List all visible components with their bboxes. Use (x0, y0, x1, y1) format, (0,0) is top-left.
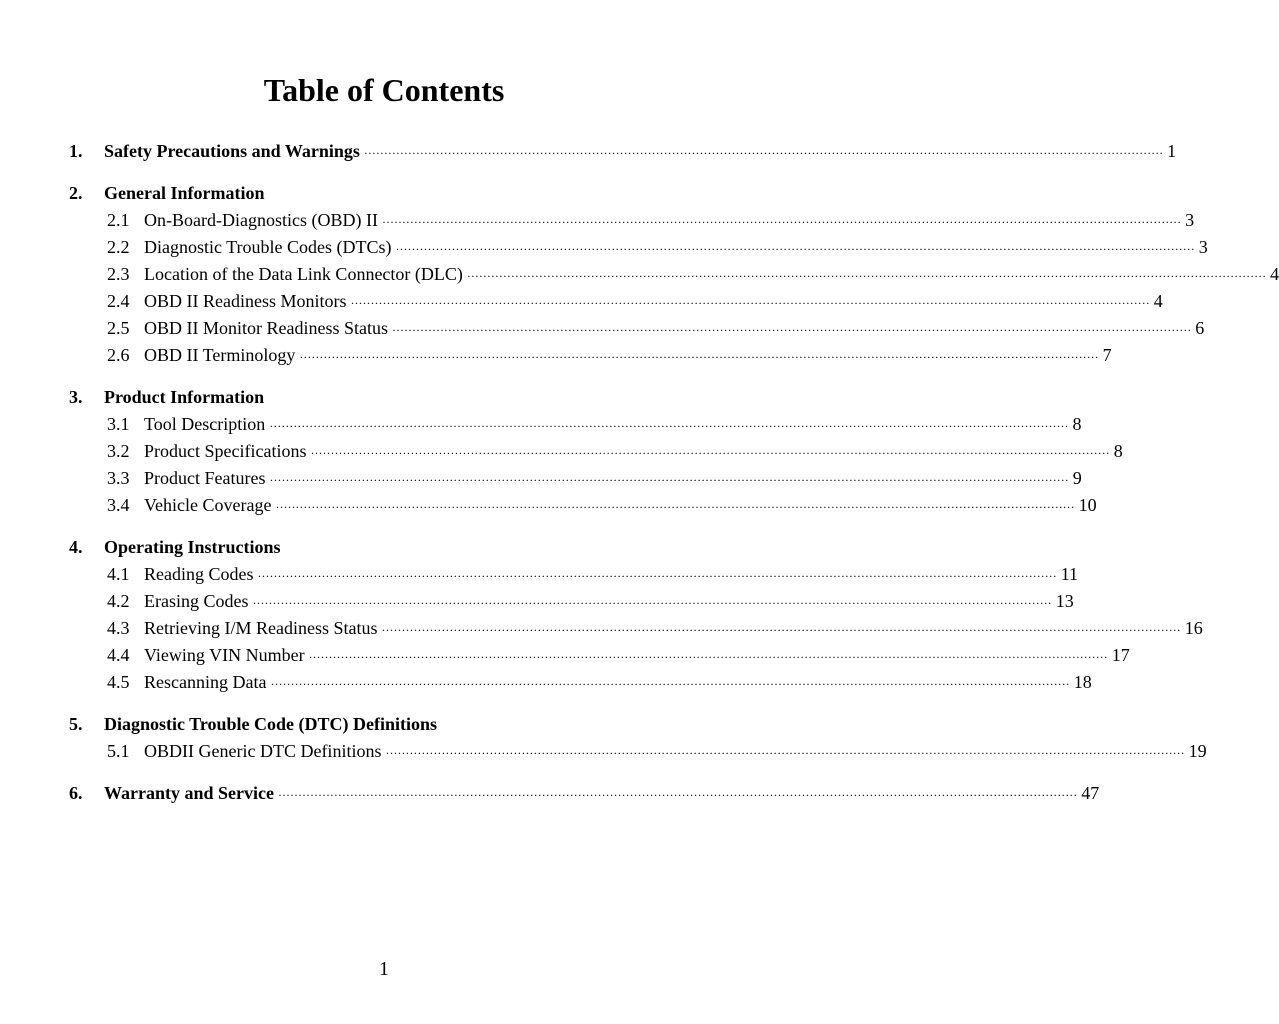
page-title: Table of Contents (263, 72, 505, 108)
entry-page-number: 4 (1270, 264, 1279, 284)
toc-section-heading[interactable] (0, 180, 768, 207)
toc-entry[interactable] (0, 588, 1074, 615)
entry-page-number: 6 (1195, 318, 1205, 338)
entry-page-number: 13 (1055, 591, 1074, 611)
toc-section-heading[interactable] (0, 711, 768, 738)
section-title: Diagnostic Trouble Code (DTC) Definitions (104, 714, 438, 734)
entry-number: 3.2 (107, 441, 130, 461)
entry-page-number: 4 (1153, 291, 1163, 311)
dot-leader: ········································································································································································································ (310, 446, 1110, 460)
entry-number: 4.3 (107, 618, 130, 638)
toc-entry[interactable] (0, 465, 1082, 492)
entry-number: 5.1 (107, 741, 130, 761)
dot-leader: ········································································································································································································ (363, 146, 1164, 160)
entry-page-number: 9 (1072, 468, 1082, 488)
toc-entry[interactable] (0, 207, 1195, 234)
section-page-number: 1 (1167, 141, 1177, 161)
section-title: Operating Instructions (104, 537, 281, 557)
section-number: 4. (69, 537, 83, 557)
entry-title: Reading Codes (144, 564, 254, 584)
entry-title: Diagnostic Trouble Codes (DTCs) (144, 237, 392, 257)
entry-title: Location of the Data Link Connector (DLC) (144, 264, 463, 284)
section-page-number: 47 (1081, 783, 1100, 803)
dot-leader: ········································································································································································································ (350, 296, 1150, 310)
entry-page-number: 8 (1113, 441, 1123, 461)
toc-entry[interactable] (0, 738, 1207, 765)
dot-leader: ········································································································································································································ (385, 746, 1185, 760)
toc-section-heading[interactable] (0, 384, 768, 411)
entry-number: 4.1 (107, 564, 130, 584)
entry-number: 2.3 (107, 264, 130, 284)
dot-leader: ········································································································································································································ (391, 323, 1192, 337)
entry-page-number: 3 (1185, 210, 1195, 230)
dot-leader: ········································································································································································································ (466, 269, 1267, 283)
entry-number: 3.1 (107, 414, 130, 434)
toc-section-heading[interactable] (0, 138, 1177, 165)
section-title: Product Information (104, 387, 265, 407)
toc-section (0, 534, 1203, 696)
toc-section (0, 711, 1207, 765)
toc-entry[interactable] (0, 288, 1163, 315)
entry-title: Erasing Codes (144, 591, 249, 611)
dot-leader: ········································································································································································································ (395, 242, 1195, 256)
page-number: 1 (379, 958, 389, 980)
entry-page-number: 3 (1198, 237, 1208, 257)
dot-leader: ········································································································································································································ (308, 650, 1108, 664)
toc-entry[interactable] (0, 492, 1097, 519)
section-number: 1. (69, 141, 83, 161)
dot-leader: ········································································································································································································ (257, 569, 1057, 583)
section-number: 6. (69, 783, 83, 803)
toc-entry[interactable] (0, 669, 1092, 696)
toc-section (0, 384, 1123, 519)
section-title: Warranty and Service (104, 783, 274, 803)
entry-page-number: 7 (1102, 345, 1112, 365)
toc-section-heading[interactable] (0, 534, 768, 561)
entry-page-number: 10 (1078, 495, 1097, 515)
entry-title: Vehicle Coverage (144, 495, 272, 515)
dot-leader: ········································································································································································································ (381, 623, 1181, 637)
dot-leader: ········································································································································································································ (299, 350, 1099, 364)
entry-number: 2.5 (107, 318, 130, 338)
entry-title: Tool Description (144, 414, 266, 434)
toc-entry[interactable] (0, 561, 1079, 588)
dot-leader: ········································································································································································································ (252, 596, 1052, 610)
entry-number: 4.5 (107, 672, 130, 692)
entry-title: Product Specifications (144, 441, 307, 461)
toc-section (0, 180, 1279, 369)
entry-page-number: 17 (1111, 645, 1130, 665)
entry-number: 3.4 (107, 495, 130, 515)
table-of-contents (0, 138, 1279, 822)
toc-entry[interactable] (0, 615, 1203, 642)
entry-page-number: 16 (1184, 618, 1203, 638)
dot-leader: ········································································································································································································ (269, 473, 1069, 487)
section-number: 5. (69, 714, 83, 734)
dot-leader: ········································································································································································································ (277, 788, 1078, 802)
entry-title: OBDII Generic DTC Definitions (144, 741, 382, 761)
entry-title: Viewing VIN Number (144, 645, 305, 665)
toc-entry[interactable] (0, 438, 1123, 465)
entry-number: 2.6 (107, 345, 130, 365)
toc-section (0, 138, 1177, 165)
dot-leader: ········································································································································································································ (269, 419, 1069, 433)
toc-entry[interactable] (0, 261, 1279, 288)
entry-title: OBD II Monitor Readiness Status (144, 318, 388, 338)
section-title: General Information (104, 183, 265, 203)
entry-page-number: 19 (1188, 741, 1207, 761)
entry-number: 4.2 (107, 591, 130, 611)
entry-title: OBD II Terminology (144, 345, 296, 365)
entry-title: Retrieving I/M Readiness Status (144, 618, 378, 638)
toc-entry[interactable] (0, 411, 1082, 438)
toc-section (0, 780, 1100, 807)
entry-title: Product Features (144, 468, 266, 488)
toc-entry[interactable] (0, 642, 1130, 669)
entry-page-number: 8 (1072, 414, 1082, 434)
section-title: Safety Precautions and Warnings (104, 141, 360, 161)
entry-title: Rescanning Data (144, 672, 267, 692)
toc-entry[interactable] (0, 315, 1205, 342)
section-number: 3. (69, 387, 83, 407)
entry-number: 2.4 (107, 291, 130, 311)
toc-entry[interactable] (0, 234, 1208, 261)
entry-page-number: 18 (1073, 672, 1092, 692)
dot-leader: ········································································································································································································ (275, 500, 1075, 514)
dot-leader: ········································································································································································································ (270, 677, 1070, 691)
entry-page-number: 11 (1060, 564, 1079, 584)
entry-number: 4.4 (107, 645, 130, 665)
entry-title: OBD II Readiness Monitors (144, 291, 347, 311)
toc-section-heading[interactable] (0, 780, 1100, 807)
entry-title: On-Board-Diagnostics (OBD) II (144, 210, 378, 230)
entry-number: 2.2 (107, 237, 130, 257)
entry-number: 3.3 (107, 468, 130, 488)
dot-leader: ········································································································································································································ (381, 215, 1182, 229)
section-number: 2. (69, 183, 83, 203)
entry-number: 2.1 (107, 210, 130, 230)
toc-entry[interactable] (0, 342, 1112, 369)
